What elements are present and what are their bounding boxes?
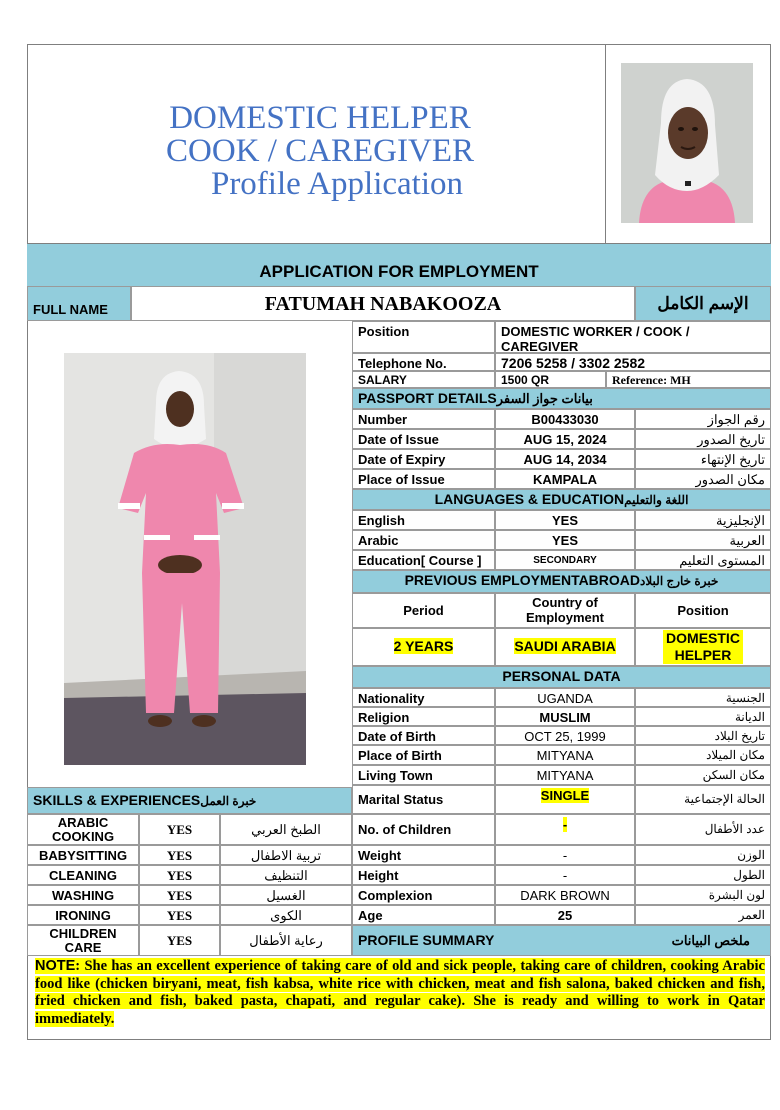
skill-row-arabic: الطبخ العربي — [220, 814, 352, 845]
telephone-value: 7206 5258 / 3302 2582 — [495, 353, 771, 371]
profile-summary-title: PROFILE SUMMARY — [358, 932, 495, 948]
skill-row-label: CLEANING — [27, 865, 139, 885]
skill-row-arabic: الغسيل — [220, 885, 352, 905]
full-name-arabic-label: الإسم الكامل — [635, 286, 771, 321]
header-title-line3: Profile Application — [210, 166, 464, 202]
employment-col-country: Country of Employment — [495, 593, 635, 628]
passport-row-label: Number — [352, 409, 495, 429]
reference-value: Reference: MH — [606, 371, 771, 388]
personal-row-value: MITYANA — [536, 768, 594, 783]
personal-row-arabic: الحالة الإجتماعية — [635, 785, 771, 814]
telephone-label: Telephone No. — [352, 353, 495, 371]
personal-row-value-cell — [495, 707, 635, 726]
header-title — [130, 102, 510, 201]
employment-col-position: Position — [635, 593, 771, 628]
language-row-arabic: الإنجليزية — [635, 510, 771, 530]
personal-row-value-cell — [495, 745, 635, 765]
passport-row-arabic: رقم الجواز — [635, 409, 771, 429]
languages-title-arabic: اللغة والتعليم — [624, 493, 689, 507]
header-title-line1: DOMESTIC HELPER — [169, 100, 471, 136]
personal-row-arabic: العمر — [635, 905, 771, 925]
personal-row-value: SINGLE — [540, 788, 590, 803]
skill-row-label: WASHING — [27, 885, 139, 905]
skill-row-value: YES — [139, 925, 220, 956]
language-row-arabic: المستوى التعليم — [635, 550, 771, 570]
headshot-photo — [621, 63, 753, 223]
personal-row-value: DARK BROWN — [520, 888, 610, 903]
language-row-arabic: العربية — [635, 530, 771, 550]
personal-row-label: Age — [352, 905, 495, 925]
skill-row-arabic: تربية الاطفال — [220, 845, 352, 865]
passport-title: PASSPORT DETAILS — [358, 390, 497, 406]
employment-position: DOMESTIC HELPER — [663, 630, 743, 664]
passport-row-value: KAMPALA — [495, 469, 635, 489]
personal-row-value-cell — [495, 845, 635, 865]
personal-row-arabic: الوزن — [635, 845, 771, 865]
salary-value: 1500 QR — [495, 371, 606, 388]
position-value: DOMESTIC WORKER / COOK / CAREGIVER — [495, 321, 771, 353]
passport-row-label: Date of Issue — [352, 429, 495, 449]
skill-row-value: YES — [139, 905, 220, 925]
personal-row-arabic: لون البشرة — [635, 885, 771, 905]
passport-row-arabic: تاريخ الصدور — [635, 429, 771, 449]
languages-title: LANGUAGES & EDUCATION — [434, 491, 625, 507]
employment-country-cell — [495, 628, 635, 666]
personal-row-arabic: الجنسية — [635, 688, 771, 707]
employment-country: SAUDI ARABIA — [514, 638, 616, 654]
employment-period-cell — [352, 628, 495, 666]
personal-row-value: UGANDA — [537, 691, 593, 706]
skill-row-arabic: رعاية الأطفال — [220, 925, 352, 956]
skill-row-value: YES — [139, 865, 220, 885]
personal-row-value: - — [562, 848, 568, 863]
language-row-value: YES — [495, 530, 635, 550]
note-text: : She has an excellent experience of taking care of old and sick people, taking care of children, cooking Arabic food like (chicken biryani, meat, fish kabsa, white rice with chicken, meat and fish salona, baked chicken and fish, fried chicken and fish, baked pasta, chapati, and regular cake). She is ready and willing to work in Qatar immediately. — [35, 958, 765, 1027]
personal-data-header: PERSONAL DATA — [352, 666, 771, 688]
full-body-photo — [64, 353, 306, 765]
skill-row-label: BABYSITTING — [27, 845, 139, 865]
personal-row-label: Height — [352, 865, 495, 885]
skill-row-value: YES — [139, 814, 220, 845]
skill-row-arabic: الكوى — [220, 905, 352, 925]
passport-row-label: Place of Issue — [352, 469, 495, 489]
language-row-value: SECONDARY — [495, 550, 635, 570]
personal-row-label: Place of Birth — [352, 745, 495, 765]
personal-row-value-cell — [495, 765, 635, 785]
passport-row-value: AUG 14, 2034 — [495, 449, 635, 469]
personal-row-value-cell — [495, 885, 635, 905]
application-title-band — [27, 243, 771, 286]
application-title: APPLICATION FOR EMPLOYMENT — [259, 262, 539, 281]
skill-row-label: CHILDREN CARE — [27, 925, 139, 956]
personal-row-value: MUSLIM — [539, 710, 591, 725]
skills-title-arabic: خبرة العمل — [200, 794, 257, 808]
languages-section-header — [352, 489, 771, 510]
personal-row-label: Religion — [352, 707, 495, 726]
full-name-label: FULL NAME — [27, 286, 131, 321]
personal-row-value-cell — [495, 814, 635, 845]
personal-row-value-cell — [495, 785, 635, 814]
skills-section-header — [27, 787, 352, 814]
personal-row-value-cell — [495, 865, 635, 885]
passport-row-arabic: مكان الصدور — [635, 469, 771, 489]
note-label: NOTE — [35, 958, 76, 974]
personal-row-value: 25 — [557, 908, 573, 923]
profile-summary-header — [352, 925, 771, 956]
personal-row-label: Date of Birth — [352, 726, 495, 745]
personal-row-arabic: مكان السكن — [635, 765, 771, 785]
personal-row-arabic: الطول — [635, 865, 771, 885]
passport-row-value: B00433030 — [495, 409, 635, 429]
profile-summary-title-arabic: ملخص البيانات — [671, 933, 750, 948]
personal-row-value-cell — [495, 688, 635, 707]
employment-period: 2 YEARS — [393, 638, 454, 654]
note-block — [35, 958, 765, 1028]
skill-row-value: YES — [139, 885, 220, 905]
passport-row-arabic: تاريخ الإنتهاء — [635, 449, 771, 469]
personal-row-label: Complexion — [352, 885, 495, 905]
salary-label: SALARY — [352, 371, 495, 388]
personal-row-label: Marital Status — [352, 785, 495, 814]
personal-row-value-cell — [495, 726, 635, 745]
personal-row-arabic: تاريخ البلاد — [635, 726, 771, 745]
employment-col-period: Period — [352, 593, 495, 628]
skill-row-arabic: التنظيف — [220, 865, 352, 885]
full-name-value: FATUMAH NABAKOOZA — [131, 286, 635, 321]
language-row-label: English — [352, 510, 495, 530]
language-row-label: Arabic — [352, 530, 495, 550]
previous-employment-header — [352, 570, 771, 593]
skill-row-value: YES — [139, 845, 220, 865]
header-title-line2: COOK / CAREGIVER — [165, 133, 474, 169]
language-row-label: Education[ Course ] — [352, 550, 495, 570]
header-divider — [605, 44, 606, 243]
personal-row-label: Living Town — [352, 765, 495, 785]
language-row-value: YES — [495, 510, 635, 530]
passport-title-arabic: بيانات جواز السفر — [496, 391, 593, 406]
personal-row-arabic: مكان الميلاد — [635, 745, 771, 765]
personal-row-arabic: عدد الأطفال — [635, 814, 771, 845]
personal-row-label: No. of Children — [352, 814, 495, 845]
skill-row-label: IRONING — [27, 905, 139, 925]
personal-row-label: Weight — [352, 845, 495, 865]
skill-row-label: ARABIC COOKING — [27, 814, 139, 845]
position-label: Position — [352, 321, 495, 353]
skills-title: SKILLS & EXPERIENCES — [33, 792, 201, 808]
personal-row-value: - — [562, 817, 568, 832]
passport-row-value: AUG 15, 2024 — [495, 429, 635, 449]
passport-section-header — [352, 388, 771, 409]
personal-row-value-cell — [495, 905, 635, 925]
personal-row-value: MITYANA — [536, 748, 594, 763]
previous-employment-title-arabic: خبرة خارج البلاد — [640, 574, 719, 588]
previous-employment-title: PREVIOUS EMPLOYMENTABROAD — [404, 572, 641, 588]
personal-row-label: Nationality — [352, 688, 495, 707]
passport-row-label: Date of Expiry — [352, 449, 495, 469]
personal-row-value: OCT 25, 1999 — [524, 729, 606, 744]
employment-position-cell — [635, 628, 771, 666]
personal-row-value: - — [562, 868, 568, 883]
personal-row-arabic: الديانة — [635, 707, 771, 726]
